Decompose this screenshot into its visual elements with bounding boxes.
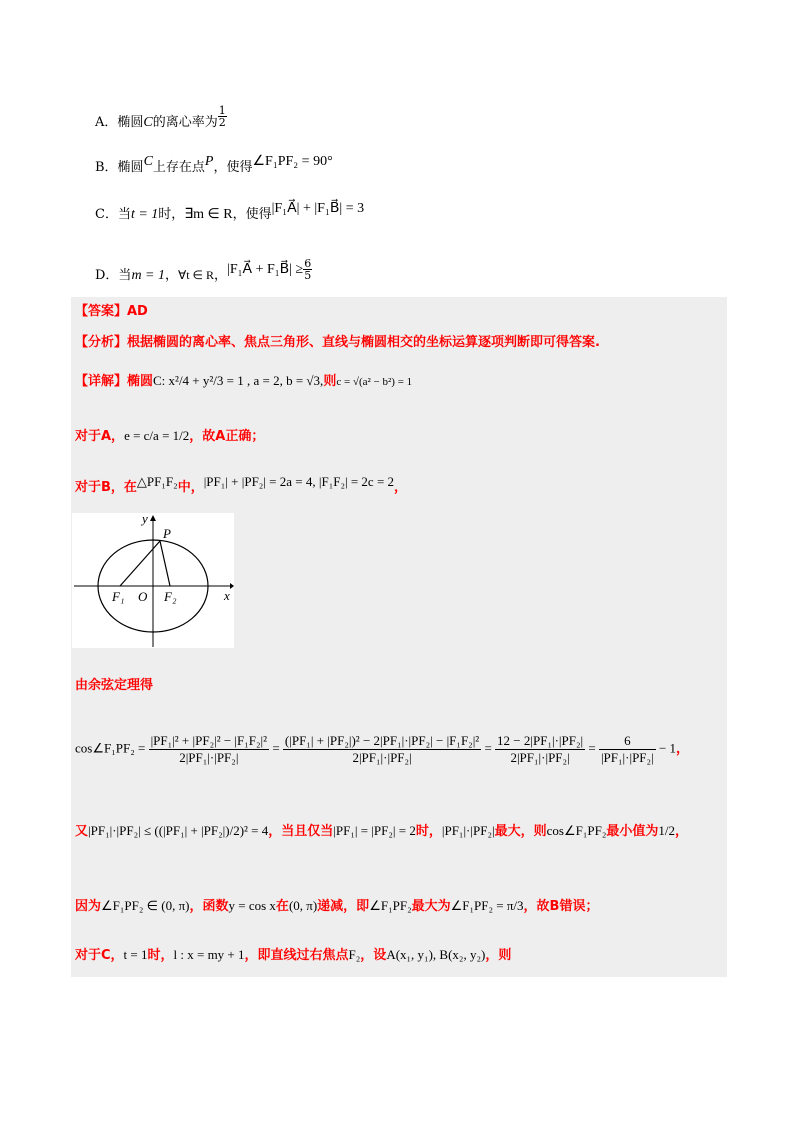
y-axis-label: y — [142, 513, 148, 526]
option-d-prefix: D．当 — [95, 268, 132, 283]
option-b-suffix: ，使得 — [213, 160, 253, 175]
because-f2: y = cos x — [228, 898, 276, 913]
option-c-cond: t = 1 — [130, 207, 159, 222]
analysis-line — [75, 335, 600, 351]
b-triangle: △PF₁F₂ — [136, 474, 178, 489]
because-mid1: ，函数 — [189, 899, 229, 914]
b-end: ， — [394, 480, 408, 495]
cosine-equation: cos∠F₁PF₂ = $\frac{\text{|PF₁|² + |PF₂|² − |F₁F₂|²}}{\text{2|PF₁|·|PF₂|}}$ = $\frac{\text{(|PF₁| + |PF₂|)² − 2|PF₁|·|PF₂| − |F₁F₂|²}}{\text{2|PF₁|·|PF₂|}}$ = $\frac{\text{12 − 2|PF₁|·|PF₂|}}{\text{2|PF₁|·|PF₂|}}$ = $\frac{6}{\text{|PF₁|·|PF₂|}}$ − 1， — [75, 733, 690, 765]
origin-label: O — [138, 589, 148, 604]
detail-label: 【详解】椭圆 — [75, 374, 154, 389]
c-f1: t = 1 — [123, 947, 148, 962]
c-f4: A(x₁, y₁), B(x₂, y₂) — [386, 947, 486, 962]
also-when: 时， — [415, 824, 442, 839]
because-end: ，故B错误； — [523, 899, 599, 914]
segment-pf2 — [160, 541, 170, 586]
c-mid3: ，设 — [360, 948, 387, 963]
cos-frac-1 — [149, 733, 269, 766]
detail-then: 则 — [323, 374, 337, 389]
detail-line — [75, 373, 412, 390]
b-formula: |PF₁| + |PF₂| = 2a = 4, |F₁F₂| = 2c = 2 — [203, 474, 395, 489]
cos-lhs: cos∠F₁PF₂ = — [75, 740, 146, 756]
option-a-prefix: A．椭圆 — [95, 115, 144, 130]
also-cond: |PF₁| = |PF₂| = 2 — [333, 823, 416, 838]
also-label: 又 — [75, 824, 89, 839]
cos-frac-4-num: 6 — [599, 733, 656, 750]
option-d-fraction — [303, 258, 312, 281]
detail-formula2: c = √(a² − b²) = 1 — [336, 376, 413, 388]
option-d — [95, 257, 312, 287]
because-label: 因为 — [75, 899, 102, 914]
option-d-num: 6 — [304, 257, 312, 270]
option-d-den: 5 — [304, 269, 312, 282]
cos-tail: − 1 — [658, 740, 677, 756]
cos-frac-2-den: 2|PF₁|·|PF₂| — [352, 750, 412, 765]
option-d-mid2: ， — [214, 268, 228, 283]
because-f4: ∠F₁PF₂ — [369, 898, 412, 913]
point-p-label: P — [163, 526, 171, 541]
ellipse-diagram — [72, 513, 234, 648]
a-label: 对于A， — [75, 429, 125, 444]
cos-frac-3-den: 2|PF₁|·|PF₂| — [510, 750, 570, 765]
also-cos: cos∠F₁PF₂ — [546, 823, 607, 838]
detail-formula: C: x²/4 + y²/3 = 1 , a = 2, b = √3, — [153, 373, 324, 388]
analysis-text: 【分析】根据椭圆的离心率、焦点三角形、直线与椭圆相交的坐标运算逐项判断即可得答案. — [75, 335, 600, 350]
option-a-den: 2 — [218, 116, 226, 129]
option-a-fraction — [218, 105, 227, 128]
cosine-law-text: 由余弦定理得 — [75, 678, 154, 693]
option-c-formula: |F₁A⃗| + |F₁B⃗| = 3 — [271, 201, 365, 216]
also-end: ， — [675, 824, 689, 839]
inequality-line — [75, 823, 688, 840]
cos-frac-4 — [599, 733, 656, 766]
because-mid3: 递减，即 — [317, 899, 370, 914]
option-c-mid2: ，使得 — [232, 207, 272, 222]
focus-f1-label: F₁ — [112, 589, 125, 604]
ellipse-figure — [72, 513, 234, 648]
c-f2: l : x = my + 1 — [173, 947, 245, 962]
also-mid: ，当且仅当 — [268, 824, 334, 839]
also-val: 1/2 — [658, 823, 675, 838]
because-line — [75, 898, 598, 915]
option-d-mid1: ， — [165, 268, 179, 283]
because-mid2: 在 — [275, 899, 289, 914]
option-c — [95, 201, 365, 223]
x-axis-label: x — [224, 588, 230, 603]
option-c-exists: ∃m ∈ R — [184, 207, 233, 222]
because-f1: ∠F₁PF₂ ∈ (0, π) — [101, 898, 190, 913]
option-a-var: C — [143, 115, 153, 130]
option-a-num: 1 — [218, 104, 226, 117]
option-b — [95, 154, 333, 176]
cos-frac-3 — [495, 733, 585, 766]
also-prod: |PF₁|·|PF₂| — [441, 823, 495, 838]
option-a — [95, 104, 227, 134]
x-axis-arrow — [230, 583, 234, 589]
option-c-mid1: 时， — [158, 207, 185, 222]
c-mid2: ，即直线过右焦点 — [244, 948, 349, 963]
cos-frac-4-den: |PF₁|·|PF₂| — [600, 750, 654, 765]
cos-frac-1-den: 2|PF₁|·|PF₂| — [179, 750, 239, 765]
option-d-forall: ∀t ∈ R — [178, 268, 215, 282]
a-formula: e = c/a = 1/2 — [124, 428, 190, 443]
also-max: 最大，则 — [494, 824, 547, 839]
b-mid: 中， — [177, 480, 204, 495]
cos-frac-2-num: (|PF₁| + |PF₂|)² − 2|PF₁|·|PF₂| − |F₁F₂|² — [284, 733, 480, 748]
option-b-analysis — [75, 474, 408, 496]
y-axis-arrow — [150, 515, 156, 521]
answer-line — [75, 304, 148, 320]
c-mid1: 时， — [147, 948, 174, 963]
option-d-cond: m = 1 — [131, 268, 165, 283]
cos-frac-1-num: |PF₁|² + |PF₂|² − |F₁F₂|² — [150, 733, 268, 748]
because-f5: ∠F₁PF₂ = π/3 — [450, 898, 524, 913]
b-label: 对于B，在 — [75, 480, 137, 495]
option-b-var: C — [143, 154, 153, 169]
answer-text: 【答案】AD — [75, 304, 148, 319]
option-d-formula: |F₁A⃗ + F₁B⃗| ≥ — [227, 262, 304, 277]
cos-frac-2 — [283, 733, 481, 766]
option-c-analysis — [75, 947, 511, 964]
option-b-prefix: B．椭圆 — [95, 160, 144, 175]
c-f3: F₂ — [348, 947, 361, 962]
c-end: ，则 — [485, 948, 512, 963]
because-f3: (0, π) — [288, 898, 318, 913]
also-formula: |PF₁|·|PF₂| ≤ ((|PF₁| + |PF₂|)/2)² = 4 — [88, 823, 269, 838]
option-a-suffix: 的离心率为 — [152, 115, 218, 130]
option-b-point: P — [204, 154, 214, 169]
cos-frac-3-num: 12 − 2|PF₁|·|PF₂| — [497, 733, 584, 748]
also-min: 最小值为 — [606, 824, 659, 839]
a-result: ，故A正确； — [189, 429, 265, 444]
because-mid4: 最大为 — [411, 899, 451, 914]
c-label: 对于C， — [75, 948, 124, 963]
option-b-middle: 上存在点 — [152, 160, 205, 175]
option-a-analysis — [75, 428, 264, 445]
option-c-prefix: C．当 — [95, 207, 131, 222]
segment-pf1 — [120, 541, 160, 586]
option-b-formula: ∠F₁PF₂ = 90° — [252, 154, 333, 169]
focus-f2-label: F₂ — [164, 589, 177, 604]
cosine-law-line — [75, 678, 153, 694]
